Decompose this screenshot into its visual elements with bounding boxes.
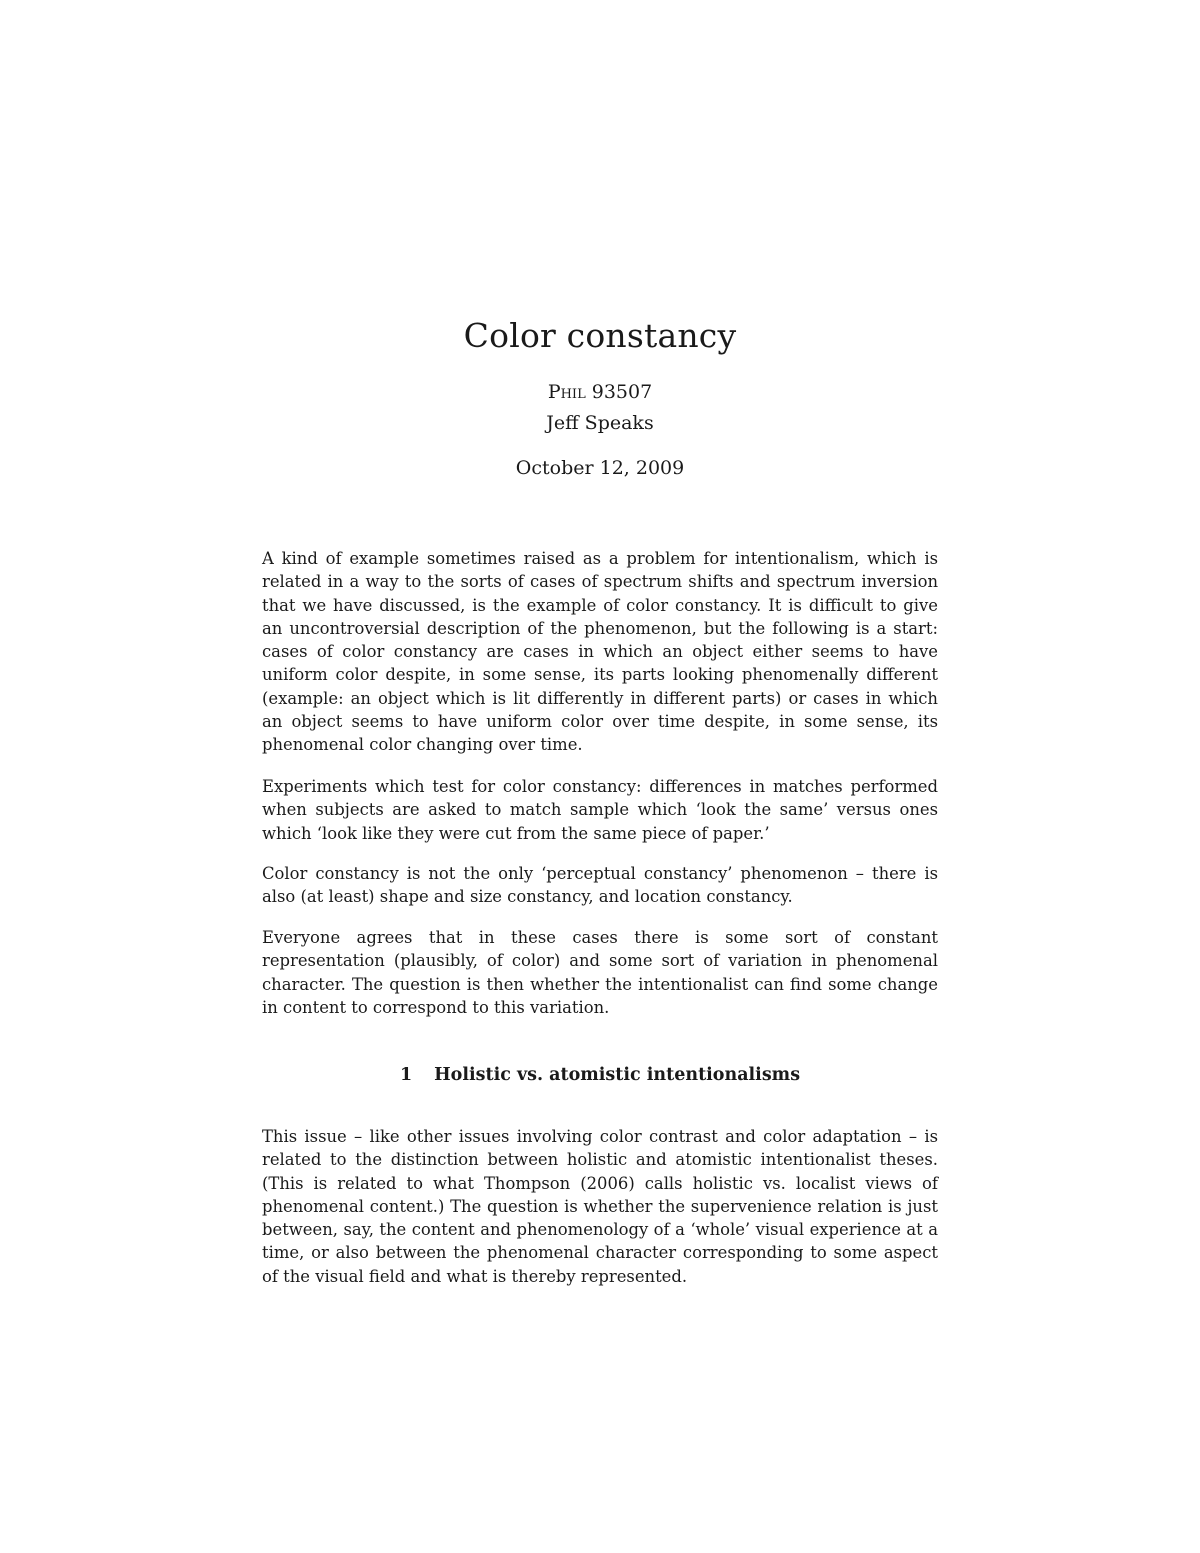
- section-heading: [0, 1065, 1200, 1085]
- section-number: 1: [399, 1065, 413, 1085]
- course-code: Phil 93507: [547, 381, 653, 403]
- intro-paragraph-4: Everyone agrees that in these cases there is some sort of constant representation (plausibly, of color) and some sort of variation in phenomenal character. The question is then whether the intentionalist can find some change in content to correspond to this variation.: [262, 928, 938, 1017]
- intro-paragraph-1: A kind of example sometimes raised as a problem for intentionalism, which is related in a way to the sorts of cases of spectrum shifts and spectrum inversion that we have discussed, is the example of color constancy. It is difficult to give an uncontroversial description of the phenomenon, but the following is a start: cases of color constancy are cases in which an object either seems to have uniform color despite, in some sense, its parts looking phenomenally different (example: an object which is lit differently in different parts) or cases in which an object seems to have uniform color over time despite, in some sense, its phenomenal color changing over time.: [262, 549, 938, 755]
- section-paragraph-1: This issue – like other issues involving color contrast and color adaptation – is related to the distinction between holistic and atomistic intentionalist theses. (This is related to what Thompson (2006) calls holistic vs. localist views of phenomenal content.) The question is whether the supervenience relation is just between, say, the content and phenomenology of a ‘whole’ visual experience at a time, or also between the phenomenal character corresponding to some aspect of the visual field and what is thereby represented.: [262, 1127, 938, 1286]
- intro-paragraph-2: Experiments which test for color constancy: differences in matches performed when subjects are asked to match sample which ‘look the same’ versus ones which ‘look like they were cut from the same piece of paper.’: [262, 777, 938, 843]
- document-date: October 12, 2009: [515, 457, 685, 479]
- document-title: Color constancy: [463, 316, 737, 355]
- section-title: Holistic vs. atomistic intentionalisms: [434, 1065, 801, 1085]
- author-name: Jeff Speaks: [546, 412, 654, 434]
- intro-paragraph-3: Color constancy is not the only ‘perceptual constancy’ phenomenon – there is also (at least) shape and size constancy, and location constancy.: [262, 864, 938, 907]
